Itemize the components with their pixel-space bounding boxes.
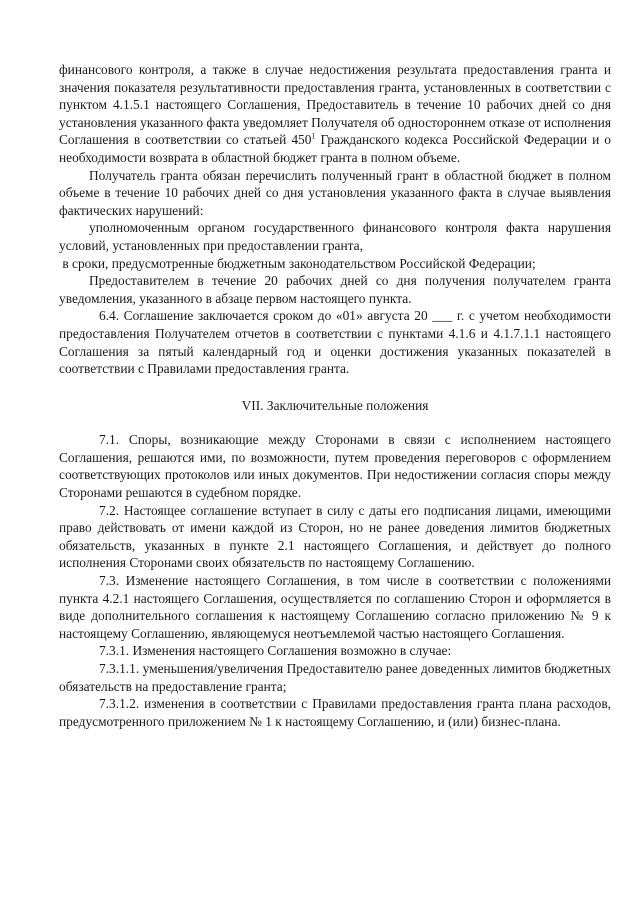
paragraph: [59, 695, 611, 730]
text-run: 7.3.1.2. изменения в соответствии с Правилами предоставления гранта плана расходов, предусмотренного приложением № 1 к настоящему Соглашению, и (или) бизнес-плана.: [59, 696, 611, 729]
paragraph: [59, 572, 611, 642]
paragraph: [59, 272, 611, 307]
text-run: 7.2. Настоящее соглашение вступает в силу с даты его подписания лицами, имеющими право действовать от имени каждой из Сторон, но не ранее доведения лимитов бюджетных обязательств, указанных в пункте 2.1 настоящего Соглашения, и действует до полного исполнения Сторонами своих обязательств по настоящему Соглашению.: [59, 502, 611, 571]
paragraph: [59, 431, 611, 501]
text-run: 7.3.1.1. уменьшения/увеличения Предоставителю ранее доведенных лимитов бюджетных обязательств на предоставление гранта;: [59, 661, 611, 694]
text-run: 6.4. Соглашение заключается сроком до «01» августа 20 ___ г. с учетом необходимости предоставления Получателем отчетов в соответствии с пунктами 4.1.6 и 4.1.7.1.1 настоящего Соглашения за пятый календарный год и оценки достижения указанных показателей в соответствии с Правилами предоставления гранта.: [59, 308, 611, 377]
paragraph: [59, 167, 611, 220]
text-run: уполномоченным органом государственного финансового контроля факта нарушения условий, установленных при предоставлении гранта,: [59, 220, 611, 253]
paragraph: [59, 642, 611, 660]
text-run: 7.1. Споры, возникающие между Сторонами в связи с исполнением настоящего Соглашения, решаются ими, по возможности, путем проведения переговоров с оформлением соответствующих протоколов или иных документов. При недостижении согласия споры между Сторонами решаются в судебном порядке.: [59, 432, 611, 501]
paragraph: [59, 255, 611, 273]
text-run: Получатель гранта обязан перечислить полученный грант в областной бюджет в полном объеме в течение 10 рабочих дней со дня установления указанного факта в случае выявления фактических нарушений:: [59, 167, 611, 218]
text-run: Предоставителем в течение 20 рабочих дней со дня получения получателем гранта уведомления, указанного в абзаце первом настоящего пункта.: [59, 273, 611, 306]
section-heading: [59, 397, 611, 415]
paragraph: [59, 660, 611, 695]
document-body: [59, 61, 611, 730]
paragraph: [59, 219, 611, 254]
superscript: 1: [311, 131, 316, 141]
text-run: 7.3.1. Изменения настоящего Соглашения возможно в случае:: [99, 643, 452, 659]
text-run: 7.3. Изменение настоящего Соглашения, в том числе в соответствии с положениями пункта 4.2.1 настоящего Соглашения, осуществляется по соглашению Сторон и оформляется в виде дополнительного соглашения к настоящему Соглашению согласно приложению № 9 к настоящему Соглашению, являющемуся неотъемлемой частью настоящего Соглашения.: [59, 573, 611, 641]
paragraph: [59, 502, 611, 572]
text-run: финансового контроля, а также в случае недостижения результата предоставления гранта и значения показателя результативности предоставления гранта, установленных в соответствии с пунктом 4.1.5.1 настоящего Соглашения, Предоставитель в течение 10 рабочих дней со дня установления указанного факта уведомляет Получателя об одностороннем отказе от исполнения Соглашения в соответствии со статьей 450: [59, 62, 611, 148]
paragraph: [59, 307, 611, 377]
text-run: в сроки, предусмотренные бюджетным законодательством Российской Федерации;: [59, 255, 536, 271]
paragraph: [59, 61, 611, 167]
text-run: VII. Заключительные положения: [241, 397, 429, 413]
text-run: Гражданского кодекса Российской Федерации и о необходимости возврата в областной бюджет гранта в полном объеме.: [59, 132, 611, 165]
